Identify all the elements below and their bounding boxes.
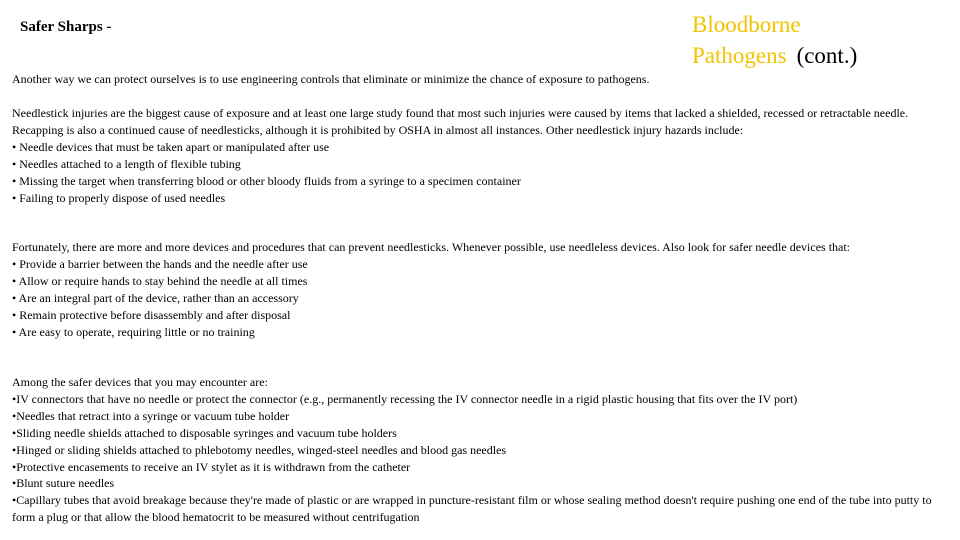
list-item: • Are easy to operate, requiring little or no training — [12, 324, 255, 339]
list-item: •IV connectors that have no needle or protect the connector (e.g., permanently recessing the IV connector needle in a rigid plastic housing that fits over the IV port) — [12, 391, 798, 406]
list-item: •Sliding needle shields attached to disposable syringes and vacuum tube holders — [12, 425, 397, 440]
title-cont: (cont.) — [796, 43, 858, 68]
section-paragraph: Needlestick injuries are the biggest cause of exposure and at least one large study found that most such injuries were caused by items that lacked a shielded, recessed or retractable needle. Recapping is also a continued cause of needlesticks, although it is prohibited by OSHA in almost all instances. Other needlestick injury hazards include: — [12, 106, 909, 137]
bullet-list — [12, 256, 944, 341]
title-line-1: Bloodborne — [692, 12, 801, 37]
bullet-list — [12, 391, 944, 526]
section-paragraph: Fortunately, there are more and more devices and procedures that can prevent needlesticks. Whenever possible, use needleless devices. Also look for safer needle devices that: — [12, 240, 851, 254]
list-item: • Missing the target when transferring blood or other bloody fluids from a syringe to a specimen container — [12, 173, 521, 188]
intro-paragraph: Another way we can protect ourselves is to use engineering controls that eliminate or minimize the chance of exposure to pathogens. — [12, 72, 650, 86]
list-item: • Allow or require hands to stay behind the needle at all times — [12, 273, 308, 288]
list-item: •Hinged or sliding shields attached to phlebotomy needles, winged-steel needles and blood gas needles — [12, 442, 507, 457]
list-item: •Protective encasements to receive an IV stylet as it is withdrawn from the catheter — [12, 459, 411, 474]
title-line-2-text: Pathogens — [692, 43, 787, 68]
list-item: • Remain protective before disassembly and after disposal — [12, 307, 291, 322]
section-paragraph: Among the safer devices that you may encounter are: — [12, 375, 268, 389]
section-safer-needle-devices — [12, 239, 944, 340]
list-item: •Blunt suture needles — [12, 476, 115, 491]
slide-title — [692, 9, 857, 71]
bullet-list — [12, 139, 944, 207]
list-item: • Are an integral part of the device, rather than an accessory — [12, 290, 299, 305]
list-item: • Failing to properly dispose of used needles — [12, 190, 226, 205]
section-needlestick-hazards — [12, 105, 944, 206]
title-line-2 — [692, 40, 857, 71]
list-item: •Needles that retract into a syringe or vacuum tube holder — [12, 408, 290, 423]
list-item: • Needle devices that must be taken apart or manipulated after use — [12, 139, 330, 154]
list-item: • Provide a barrier between the hands and the needle after use — [12, 256, 308, 271]
slide-subtitle: Safer Sharps - — [20, 19, 112, 35]
list-item: • Needles attached to a length of flexible tubing — [12, 156, 241, 171]
section-safer-devices-examples — [12, 374, 944, 526]
list-item: •Capillary tubes that avoid breakage because they're made of plastic or are wrapped in puncture-resistant film or whose sealing method doesn't require pushing one end of the tube into putty to form a plug or that allow the blood hematocrit to be measured without centrifugation — [12, 493, 932, 525]
